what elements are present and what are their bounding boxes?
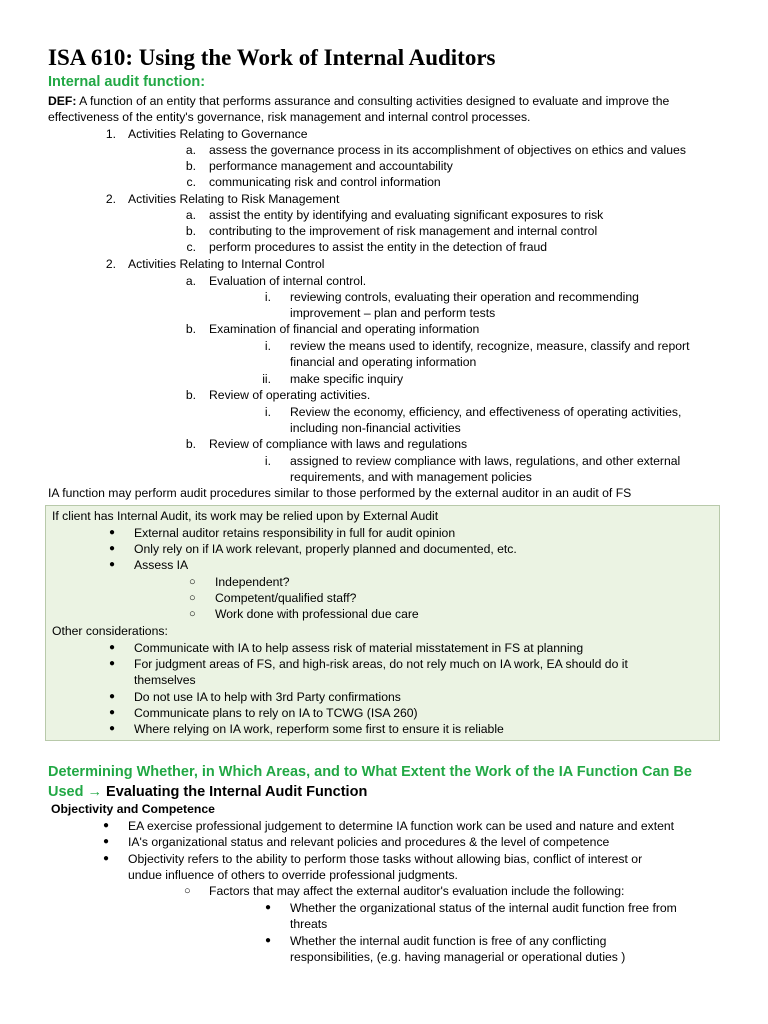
bullet-icon: ●: [265, 935, 272, 946]
list-item: Review the economy, efficiency, and effectiveness of operating activities,: [290, 405, 682, 419]
list-marker: b.: [185, 224, 196, 238]
list-marker: a.: [185, 274, 196, 288]
bullet-icon: ●: [109, 707, 116, 718]
list-item: Only rely on if IA work relevant, properly planned and documented, etc.: [134, 542, 517, 556]
list-item: threats: [290, 917, 328, 931]
list-marker: a.: [185, 208, 196, 222]
bullet-icon: ●: [109, 527, 116, 538]
list-item: Objectivity refers to the ability to perform those tasks without allowing bias, conflict of interest or: [128, 852, 643, 866]
list-marker: i.: [264, 454, 271, 468]
list-marker: i.: [264, 405, 271, 419]
list-marker: a.: [185, 143, 196, 157]
closing-line: IA function may perform audit procedures similar to those performed by the external auditor in an audit of FS: [48, 486, 632, 500]
list-item: contributing to the improvement of risk management and internal control: [209, 224, 598, 238]
circle-bullet-icon: ○: [184, 885, 191, 897]
definition-line-1: [48, 93, 669, 109]
list-item: Whether the organizational status of the internal audit function free from: [290, 901, 677, 915]
bullet-icon: ●: [103, 853, 110, 864]
list-item: Review of operating activities.: [209, 388, 371, 402]
list-item: IA's organizational status and relevant policies and procedures & the level of competence: [128, 835, 610, 849]
list-marker: c.: [186, 175, 196, 189]
reliance-callout-box: [45, 505, 720, 741]
list-item: responsibilities, (e.g. having managerial or operational duties ): [290, 950, 626, 964]
list-item: make specific inquiry: [290, 372, 404, 386]
list-marker: i.: [264, 290, 271, 304]
list-item: communicating risk and control information: [209, 175, 441, 189]
list-item: perform procedures to assist the entity in the detection of fraud: [209, 240, 548, 254]
circle-bullet-icon: ○: [189, 592, 196, 604]
list-item: Assess IA: [134, 558, 189, 572]
list-marker: b.: [185, 388, 196, 402]
list-item: Factors that may affect the external auditor's evaluation include the following:: [209, 884, 625, 898]
list-marker: 2.: [105, 192, 116, 206]
list-item: Evaluation of internal control.: [209, 274, 367, 288]
bullet-icon: ●: [109, 658, 116, 669]
list-item: performance management and accountability: [209, 159, 453, 173]
list-item: Communicate with IA to help assess risk of material misstatement in FS at planning: [134, 641, 584, 655]
list-item: Examination of financial and operating information: [209, 322, 480, 336]
bullet-icon: ●: [109, 642, 116, 653]
heading-black-part: Evaluating the Internal Audit Function: [102, 784, 368, 800]
definition-text: A function of an entity that performs assurance and consulting activities designed to evaluate and improve the: [76, 94, 670, 108]
list-item: Activities Relating to Internal Control: [128, 257, 325, 271]
list-item: For judgment areas of FS, and high-risk areas, do not rely much on IA work, EA should do it: [134, 657, 628, 671]
box-other-considerations: Other considerations:: [52, 624, 168, 638]
list-item: including non-financial activities: [290, 421, 461, 435]
list-item: improvement – plan and perform tests: [290, 306, 496, 320]
list-marker: 2.: [105, 257, 116, 271]
section-heading-evaluating-ia: [48, 762, 718, 802]
list-marker: ii.: [262, 372, 271, 386]
bullet-icon: ●: [265, 902, 272, 913]
list-marker: b.: [185, 159, 196, 173]
list-item: financial and operating information: [290, 355, 477, 369]
definition-line-2: effectiveness of the entity's governance, risk management and internal control processes.: [48, 110, 531, 124]
list-item: Whether the internal audit function is free of any conflicting: [290, 934, 607, 948]
list-item: Do not use IA to help with 3rd Party confirmations: [134, 690, 401, 704]
heading-green-part: Determining Whether, in Which Areas, and to What Extent the Work of the IA Function Can Be Used →: [48, 764, 692, 800]
list-item: requirements, and with management policies: [290, 470, 532, 484]
list-item: Review of compliance with laws and regulations: [209, 437, 468, 451]
list-marker: 1.: [105, 127, 116, 141]
list-item: reviewing controls, evaluating their operation and recommending: [290, 290, 639, 304]
section-heading-internal-audit: Internal audit function:: [48, 74, 206, 90]
list-item: Independent?: [215, 575, 290, 589]
definition-label: DEF:: [48, 94, 77, 108]
bullet-icon: ●: [109, 691, 116, 702]
list-item: assist the entity by identifying and evaluating significant exposures to risk: [209, 208, 604, 222]
list-marker: i.: [264, 339, 271, 353]
list-item: EA exercise professional judgement to determine IA function work can be used and nature and extent: [128, 819, 675, 833]
list-item: Where relying on IA work, reperform some first to ensure it is reliable: [134, 722, 504, 736]
circle-bullet-icon: ○: [189, 576, 196, 588]
page-title: ISA 610: Using the Work of Internal Auditors: [48, 45, 496, 70]
list-item: Work done with professional due care: [215, 607, 419, 621]
box-intro: If client has Internal Audit, its work may be relied upon by External Audit: [52, 509, 439, 523]
list-item: Communicate plans to rely on IA to TCWG (ISA 260): [134, 706, 418, 720]
list-item: Activities Relating to Risk Management: [128, 192, 340, 206]
list-item: assess the governance process in its accomplishment of objectives on ethics and values: [209, 143, 686, 157]
list-item: themselves: [134, 673, 196, 687]
list-item: undue influence of others to override professional judgments.: [128, 868, 458, 882]
list-marker: b.: [185, 322, 196, 336]
bullet-icon: ●: [103, 836, 110, 847]
list-item: External auditor retains responsibility in full for audit opinion: [134, 526, 456, 540]
bullet-icon: ●: [109, 559, 116, 570]
bullet-icon: ●: [109, 543, 116, 554]
subheading-objectivity: Objectivity and Competence: [51, 802, 215, 816]
list-marker: c.: [186, 240, 196, 254]
list-marker: b.: [185, 437, 196, 451]
list-item: Activities Relating to Governance: [128, 127, 308, 141]
list-item: assigned to review compliance with laws, regulations, and other external: [290, 454, 681, 468]
bullet-icon: ●: [103, 820, 110, 831]
circle-bullet-icon: ○: [189, 608, 196, 620]
list-item: review the means used to identify, recognize, measure, classify and report: [290, 339, 690, 353]
list-item: Competent/qualified staff?: [215, 591, 357, 605]
bullet-icon: ●: [109, 723, 116, 734]
